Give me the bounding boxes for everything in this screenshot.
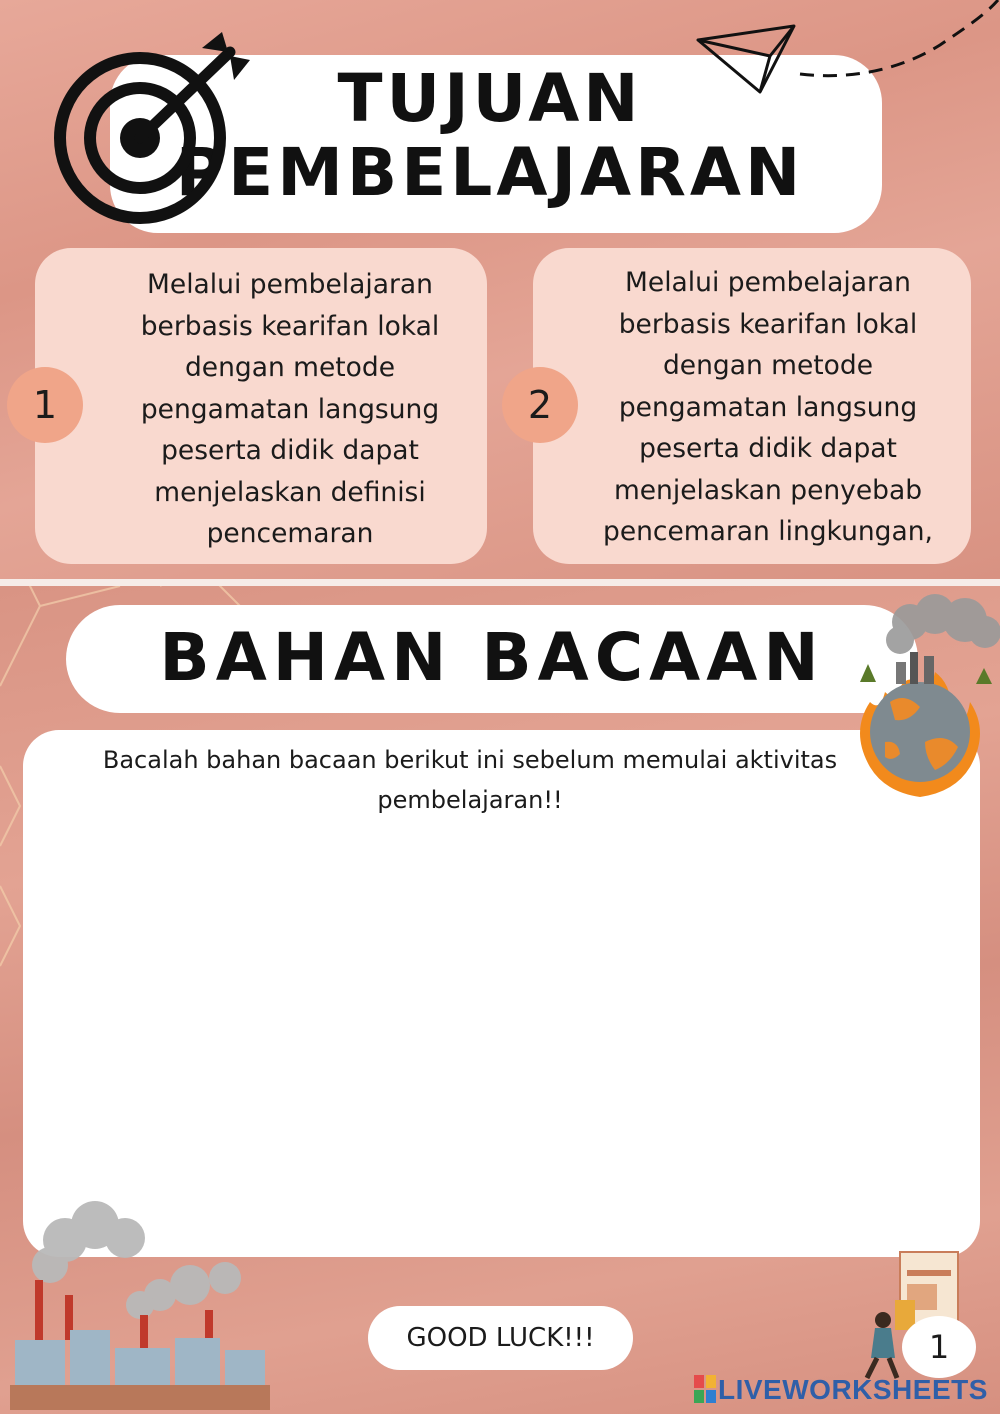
factory-pollution-icon	[10, 1200, 270, 1410]
objective-line: berbasis kearifan lokal	[140, 310, 440, 342]
objective-card-1	[35, 248, 487, 564]
reading-title: BAHAN BACAAN	[159, 619, 825, 696]
objective-line: pencemaran	[206, 518, 374, 549]
title-line-1: TUJUAN	[337, 60, 643, 137]
objective-line: pengamatan langsung	[618, 391, 918, 423]
objective-2-text	[588, 262, 948, 553]
section-divider	[0, 579, 1000, 586]
target-icon	[52, 30, 252, 230]
paper-plane-icon	[690, 0, 1000, 100]
reading-instruction-line-2: pembelajaran!!	[377, 786, 563, 814]
objective-line: dengan metode	[184, 352, 396, 383]
objective-line: menjelaskan penyebab	[613, 474, 923, 506]
objective-line: berbasis kearifan lokal	[618, 308, 918, 340]
objective-line: pencemaran lingkungan,	[603, 516, 933, 547]
page-number: 1	[902, 1316, 976, 1378]
good-luck-button[interactable]: GOOD LUCK!!!	[368, 1306, 633, 1370]
objective-card-2	[533, 248, 971, 564]
objective-line: peserta didik dapat	[161, 435, 419, 466]
liveworksheets-brand	[694, 1372, 994, 1408]
objective-line: Melalui pembelajaran	[147, 269, 433, 300]
objective-line: pengamatan langsung	[140, 393, 440, 425]
objective-line: dengan metode	[662, 350, 874, 381]
objective-line: peserta didik dapat	[639, 433, 897, 464]
liveworksheets-logo-icon	[694, 1375, 716, 1403]
objective-2-number-badge: 2	[502, 367, 578, 443]
title-line-2: PEMBELAJARAN	[175, 134, 805, 211]
objective-line: Melalui pembelajaran	[625, 267, 911, 298]
objective-line: menjelaskan definisi	[154, 476, 426, 508]
objective-1-text	[105, 264, 475, 555]
brand-name: LIVEWORKSHEETS	[718, 1374, 988, 1405]
objective-1-number-badge: 1	[7, 367, 83, 443]
reading-instruction-line-1: Bacalah bahan bacaan berikut ini sebelum memulai aktivitas	[102, 746, 838, 774]
reading-instruction	[70, 740, 870, 820]
burning-globe-icon	[840, 592, 1000, 802]
